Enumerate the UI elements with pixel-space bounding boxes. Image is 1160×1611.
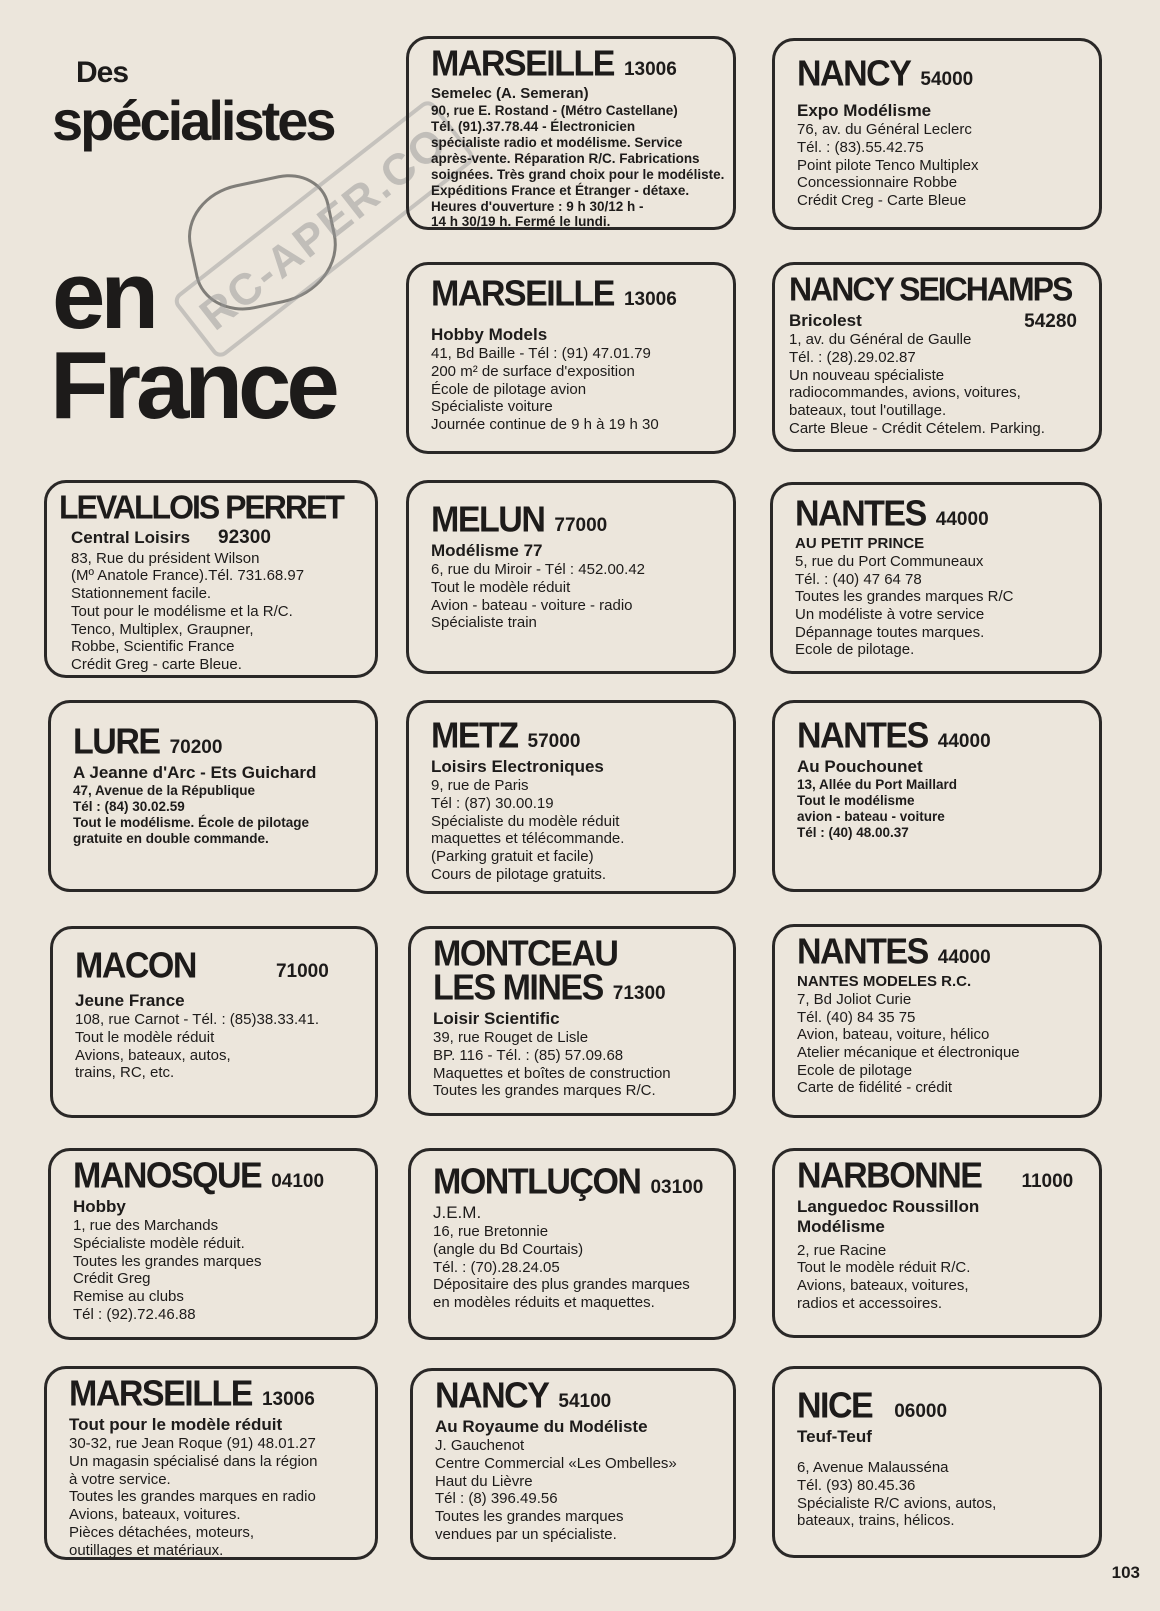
city-name: MELUN (431, 500, 545, 540)
header-line-3: en (52, 242, 155, 349)
card-line: Spécialiste voiture (431, 398, 553, 416)
dealer-card (772, 924, 1102, 1118)
dealer-card (408, 926, 736, 1116)
header-line-4: France (50, 332, 335, 439)
card-line: Point pilote Tenco Multiplex (797, 156, 979, 174)
card-line: Avions, bateaux, voitures, (797, 1277, 969, 1295)
card-line: Remise au clubs (73, 1288, 184, 1306)
card-line: Ecole de pilotage. (795, 641, 915, 659)
dealer-card (406, 700, 736, 894)
shop-name: Teuf-Teuf (797, 1427, 872, 1446)
shop-name: Expo Modélisme (797, 101, 932, 120)
card-line: outillages et matériaux. (69, 1541, 224, 1559)
shop-name: Au Pouchounet (797, 757, 923, 776)
city-name: NANCY (435, 1376, 549, 1416)
postal-code: 77000 (554, 515, 608, 536)
card-line: Un modéliste à votre service (795, 606, 985, 624)
dealer-card (772, 1366, 1102, 1558)
card-line: Expéditions France et Étranger - détaxe. (431, 182, 690, 198)
card-line: Tél. : (28).29.02.87 (789, 349, 916, 367)
card-line: Haut du Lièvre (435, 1472, 533, 1490)
card-line: maquettes et télécommande. (431, 830, 625, 848)
city-name: NANTES (795, 494, 926, 534)
card-line: Crédit Greg (73, 1270, 151, 1288)
card-line: 39, rue Rouget de Lisle (433, 1029, 589, 1047)
city-name-line-2: LES MINES (433, 968, 603, 1008)
card-line: Carte de fidélité - crédit (797, 1079, 953, 1097)
card-line: 5, rue du Port Communeaux (795, 553, 984, 570)
postal-code: 11000 (1021, 1171, 1074, 1192)
shop-name-line-2: Modélisme (797, 1217, 885, 1237)
card-line: Tél : (92).72.46.88 (73, 1305, 196, 1323)
card-line: Tél : (40) 48.00.37 (797, 825, 909, 841)
shop-name: J.E.M. (433, 1203, 482, 1222)
card-line: 108, rue Carnot - Tél. : (85)38.33.41. (75, 1011, 320, 1029)
card-line: Toutes les grandes marques (435, 1508, 624, 1526)
card-line: 16, rue Bretonnie (433, 1223, 549, 1241)
card-line: Un magasin spécialisé dans la région (69, 1453, 318, 1471)
card-line: 1, rue des Marchands (73, 1217, 219, 1235)
card-line: Tél : (84) 30.02.59 (73, 799, 185, 815)
card-line: École de pilotage avion (431, 380, 587, 398)
card-line: bateaux, tout l'outillage. (789, 402, 947, 420)
card-line: radiocommandes, avions, voitures, (789, 384, 1021, 402)
card-line: Toutes les grandes marques en radio (69, 1488, 316, 1506)
card-line: Tél. : (83).55.42.75 (797, 139, 924, 157)
card-line: bateaux, trains, hélicos. (797, 1512, 955, 1530)
card-line: Robbe, Scientific France (71, 638, 235, 656)
card-line: Carte Bleue - Crédit Cételem. Parking. (789, 419, 1045, 437)
dealer-card (772, 700, 1102, 892)
card-line: Tout pour le modélisme et la R/C. (71, 602, 293, 620)
city-name: NANTES (797, 932, 928, 972)
card-line: Dépositaire des plus grandes marques (433, 1276, 690, 1294)
card-line: Toutes les grandes marques R/C (795, 588, 1014, 606)
card-line: Spécialiste R/C avions, autos, (797, 1494, 997, 1512)
card-line: 83, Rue du président Wilson (71, 549, 260, 567)
shop-name: Semelec (A. Semeran) (431, 85, 589, 102)
card-line: vendues par un spécialiste. (435, 1525, 617, 1543)
card-line: 30-32, rue Jean Roque (91) 48.01.27 (69, 1435, 316, 1453)
card-line: après-vente. Réparation R/C. Fabrications (431, 150, 700, 166)
card-line: Tél. (93) 80.45.36 (797, 1477, 916, 1495)
shop-name-text: Central Loisirs (71, 528, 191, 547)
card-line: avion - bateau - voiture (797, 809, 945, 825)
city-name: LEVALLOIS PERRET (59, 488, 343, 526)
postal-code: 57000 (527, 731, 581, 752)
dealer-card (410, 1368, 736, 1560)
city-name: NANCY SEICHAMPS (789, 270, 1072, 308)
postal-code: 06000 (894, 1401, 948, 1422)
city-name: MONTLUÇON (433, 1162, 641, 1202)
header-line-2: spécialistes (52, 89, 334, 152)
postal-code: 44000 (935, 509, 989, 530)
header-block (40, 40, 457, 460)
card-line: Avion - bateau - voiture - radio (431, 596, 633, 614)
card-line: Concessionnaire Robbe (797, 174, 958, 192)
city-name: MONTCEAU (433, 934, 618, 974)
card-line: 2, rue Racine (797, 1241, 887, 1259)
dealer-card (406, 36, 736, 230)
dealer-card (44, 1366, 378, 1560)
city-name: NANTES (797, 716, 928, 756)
card-line: 14 h 30/19 h. Fermé le lundi. (431, 214, 611, 230)
card-line: (Mº Anatole France).Tél. 731.68.97 (71, 567, 305, 585)
postal-code: 54000 (920, 69, 974, 90)
shop-name: Loisir Scientific (433, 1009, 560, 1028)
city-name: NANCY (797, 54, 911, 94)
card-line: en modèles réduits et maquettes. (433, 1294, 655, 1312)
card-line: Crédit Creg - Carte Bleue (797, 192, 967, 210)
shop-name: Jeune France (75, 991, 185, 1010)
dealer-card (772, 38, 1102, 230)
card-line: à votre service. (69, 1470, 171, 1488)
dealer-card (408, 1148, 736, 1340)
card-line: J. Gauchenot (435, 1437, 525, 1455)
shop-name: NANTES MODELES R.C. (797, 973, 972, 990)
dealer-card (772, 262, 1102, 452)
card-line: Tout le modèle réduit R/C. (797, 1259, 971, 1277)
city-name: NICE (797, 1386, 873, 1426)
card-line: (Parking gratuit et facile) (431, 848, 594, 866)
shop-name: Au Royaume du Modéliste (435, 1417, 648, 1436)
card-line: 13, Allée du Port Maillard (797, 777, 958, 793)
card-line: 76, av. du Général Leclerc (797, 121, 972, 139)
postal-code: 13006 (623, 59, 677, 80)
card-line: Spécialiste train (431, 614, 537, 632)
city-name: LURE (73, 722, 160, 762)
city-name: METZ (431, 716, 518, 756)
dealer-card (770, 482, 1102, 674)
city-name: MANOSQUE (73, 1156, 262, 1196)
shop-name: Hobby (73, 1197, 126, 1216)
postal-code: 70200 (169, 737, 223, 758)
shop-name: Languedoc Roussillon (797, 1197, 980, 1216)
card-line: Tout le modélisme. École de pilotage (73, 815, 310, 831)
dealer-card (406, 480, 736, 674)
card-line: Crédit Greg - carte Bleue. (71, 655, 242, 673)
dealer-card (772, 1148, 1102, 1338)
postal-code: 03100 (650, 1177, 704, 1198)
postal-code: 54100 (558, 1391, 612, 1412)
card-line: Pièces détachées, moteurs, (69, 1523, 255, 1541)
card-line: Maquettes et boîtes de construction (433, 1064, 671, 1082)
card-line: gratuite en double commande. (73, 831, 269, 847)
card-line: 41, Bd Baille - Tél : (91) 47.01.79 (431, 345, 651, 363)
postal-code: 92300 (218, 527, 271, 548)
card-line: Avion, bateau, voiture, hélico (797, 1026, 990, 1044)
postal-code: 04100 (271, 1171, 325, 1192)
card-line: trains, RC, etc. (75, 1064, 175, 1082)
card-line: 1, av. du Général de Gaulle (789, 331, 972, 349)
postal-code: 44000 (937, 731, 991, 752)
city-name: NARBONNE (797, 1156, 982, 1196)
card-line: Toutes les grandes marques R/C. (433, 1082, 656, 1100)
dealer-card (44, 480, 378, 678)
shop-name (59, 527, 353, 550)
dealer-card (48, 700, 378, 892)
card-line: soignées. Très grand choix pour le modéliste. (431, 166, 725, 182)
card-line: Avions, bateaux, autos, (75, 1046, 231, 1064)
city-name: MARSEILLE (431, 274, 614, 314)
city-name: MACON (75, 946, 196, 986)
card-line: Tél : (8) 396.49.56 (435, 1490, 558, 1508)
card-line: Tél. (40) 84 35 75 (797, 1008, 916, 1026)
shop-name: AU PETIT PRINCE (795, 535, 925, 552)
shop-name: Loisirs Electroniques (431, 757, 604, 776)
card-line: Journée continue de 9 h à 19 h 30 (431, 416, 659, 434)
card-line: Centre Commercial «Les Ombelles» (435, 1455, 677, 1473)
card-line: Un nouveau spécialiste (789, 366, 945, 384)
postal-code: 44000 (937, 947, 991, 968)
shop-name: Tout pour le modèle réduit (69, 1415, 283, 1434)
page-number: 103 (1111, 1563, 1140, 1582)
card-line: Atelier mécanique et électronique (797, 1044, 1020, 1062)
card-line: 9, rue de Paris (431, 777, 529, 795)
card-line: Stationnement facile. (71, 585, 212, 603)
shop-name: Hobby Models (431, 325, 548, 344)
card-line: 200 m² de surface d'exposition (431, 363, 635, 381)
shop-name: Modélisme 77 (431, 541, 543, 560)
city-name: MARSEILLE (431, 44, 614, 84)
header-line-1: Des (76, 56, 129, 89)
card-line: Heures d'ouverture : 9 h 30/12 h - (431, 198, 644, 214)
card-line: 90, rue E. Rostand - (Métro Castellane) (431, 103, 678, 118)
shop-name (789, 311, 1077, 331)
card-line: Toutes les grandes marques (73, 1252, 262, 1270)
watermark-stamp: RC-APER.CO (171, 97, 477, 360)
shop-name-text: Bricolest (789, 311, 862, 330)
shop-name: A Jeanne d'Arc - Ets Guichard (73, 763, 317, 782)
postal-code: 71000 (275, 961, 329, 982)
postal-code: 54280 (1024, 311, 1077, 332)
city-name: MARSEILLE (69, 1374, 252, 1414)
card-line: Tout le modélisme (797, 793, 915, 809)
dealer-card (406, 262, 736, 454)
card-line: Ecole de pilotage (797, 1061, 913, 1079)
card-line: Tout le modèle réduit (75, 1029, 215, 1047)
dealer-card (50, 926, 378, 1118)
card-line: radios et accessoires. (797, 1294, 943, 1312)
card-line: (angle du Bd Courtais) (433, 1241, 584, 1259)
card-line: Spécialiste modèle réduit. (73, 1235, 245, 1253)
card-line: Tél. (91).37.78.44 - Électronicien (431, 118, 636, 134)
postal-code: 13006 (623, 289, 677, 310)
card-line: Tél : (87) 30.00.19 (431, 795, 554, 813)
card-line: Spécialiste du modèle réduit (431, 812, 620, 830)
card-line: Cours de pilotage gratuits. (431, 865, 607, 883)
card-line: 7, Bd Joliot Curie (797, 991, 912, 1008)
card-line: BP. 116 - Tél. : (85) 57.09.68 (433, 1047, 624, 1065)
postal-code: 13006 (261, 1389, 315, 1410)
card-line: Dépannage toutes marques. (795, 623, 985, 641)
postal-code: 71300 (612, 983, 666, 1004)
card-line: Tél. : (70).28.24.05 (433, 1258, 560, 1276)
dealer-card (48, 1148, 378, 1340)
card-line: Tout le modèle réduit (431, 579, 571, 597)
card-line: Avions, bateaux, voitures. (69, 1506, 241, 1524)
card-line: 6, Avenue Malausséna (797, 1459, 949, 1477)
card-line: 47, Avenue de la République (73, 783, 256, 799)
card-line: spécialiste radio et modélisme. Service (431, 134, 683, 150)
card-line: Tenco, Multiplex, Graupner, (71, 620, 254, 638)
card-line: 6, rue du Miroir - Tél : 452.00.42 (431, 561, 645, 579)
card-line: Tél. : (40) 47 64 78 (795, 570, 922, 588)
